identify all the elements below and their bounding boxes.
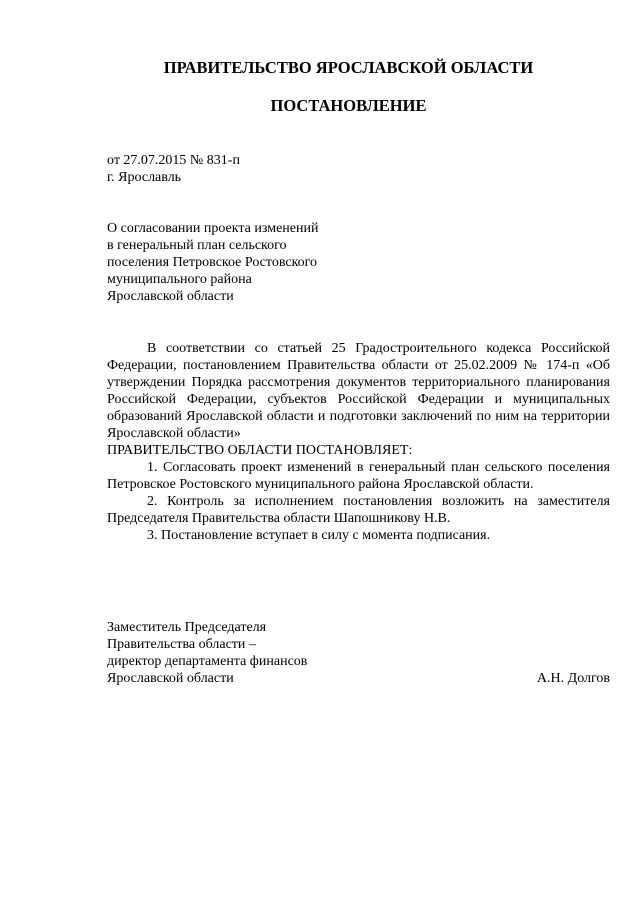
document-date-number: от 27.07.2015 № 831-п — [107, 153, 240, 168]
subject-line: поселения Петровское Ростовского — [107, 255, 318, 270]
signatory-title-line: директор департамента финансов — [107, 654, 308, 669]
decree-item-3: 3. Постановление вступает в силу с момента подписания. — [147, 528, 491, 543]
document-city: г. Ярославль — [107, 170, 182, 185]
decree-item-2: 2. Контроль за исполнением постановления возложить на заместителя Председателя Правительства области Шапошникову Н.В. — [107, 494, 610, 526]
decree-item-1: 1. Согласовать проект изменений в генеральный план сельского поселения Петровское Ростовского муниципального района Ярославской области. — [107, 460, 610, 492]
decree-statement: ПРАВИТЕЛЬСТВО ОБЛАСТИ ПОСТАНОВЛЯЕТ: — [107, 443, 413, 458]
intro-block — [107, 340, 610, 442]
subject-line: в генеральный план сельского — [107, 238, 287, 253]
document-type-title: ПОСТАНОВЛЕНИЕ — [270, 96, 427, 115]
government-title: ПРАВИТЕЛЬСТВО ЯРОСЛАВСКОЙ ОБЛАСТИ — [163, 58, 534, 77]
signatory-name: А.Н. Долгов — [536, 671, 610, 686]
subject-line: Ярославской области — [107, 289, 234, 304]
signatory-title-line: Заместитель Председателя — [107, 620, 267, 635]
signatory-title-line: Правительства области – — [107, 637, 256, 652]
intro-paragraph: В соответствии со статьей 25 Градостроительного кодекса Российской Федерации, постановлением Правительства области от 25.02.2009 № 174-п «Об утверждении Порядка рассмотрения документов территориального планирования Российской Федерации, субъектов Российской Федерации и муниципальных образований Ярославской области и подготовки заключений по ним на территории Ярославской области» — [107, 341, 610, 441]
signatory-title-line: Ярославской области — [107, 671, 234, 686]
subject-line: О согласовании проекта изменений — [107, 221, 319, 236]
document-subject — [107, 220, 318, 305]
decree-items — [107, 459, 610, 544]
subject-line: муниципального района — [107, 272, 252, 287]
signature-block — [107, 619, 610, 687]
